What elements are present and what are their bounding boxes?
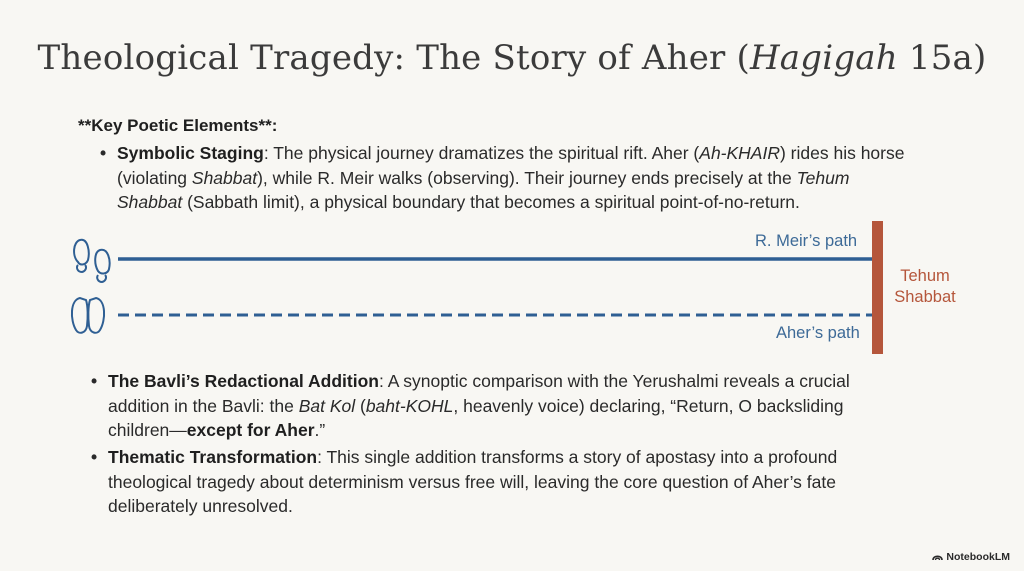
title-main: Theological Tragedy: The Story of Aher ( [37,38,750,78]
bullet-thematic-transformation [91,445,908,519]
page-title [0,38,1024,78]
bullet-text: (Sabbath limit), a physical boundary that becomes a spiritual point-of-no-return. [182,192,800,212]
horseshoe-icon [72,298,104,333]
bullet-text: ) rides his horse (violating [117,143,905,188]
bullet-italic: baht-KOHL [365,395,454,416]
notebooklm-logo-icon [932,553,943,561]
bullet-text: : This single addition transforms a story of apostasy into a profound theological tragedy about determinism versus free will, leaving the core question of Aher’s fate deliberately unresolved. [108,447,838,516]
bullet-bold: except for Aher [186,420,315,440]
footprints-icon [74,240,110,282]
bullet-text: : The physical journey dramatizes the spiritual rift. Aher ( [263,143,700,163]
bullet-lead: Thematic Transformation [108,447,318,467]
section-heading: **Key Poetic Elements**: [78,116,278,135]
bullet-text: : A synoptic comparison with the Yerushalmi reveals a crucial addition in the Bavli: the [108,371,850,416]
title-italic: Hagigah [749,38,898,78]
brand-label: NotebookLM [946,551,1010,563]
bullet-bavli-addition [91,369,898,443]
bullet-lead: Symbolic Staging [117,143,264,163]
bullet-text: ), while R. Meir walks (observing). Their journey ends precisely at the [257,167,797,188]
bullet-text: , heavenly voice) declaring, “Return, O backsliding children— [108,395,844,440]
bullet-italic: Tehum Shabbat [117,167,850,212]
bullet-text: .” [314,420,326,440]
bullet-italic: Shabbat [191,167,258,188]
tehum-boundary-bar [872,221,883,354]
bullet-italic: Bat Kol [298,395,356,416]
title-tail: 15a) [897,38,987,78]
bullet-italic: Ah-KHAIR [699,143,780,163]
path-diagram [0,218,1024,358]
bullet-dot: • [91,371,98,391]
tehum-shabbat-label [885,266,965,308]
meir-path-label: R. Meir’s path [755,232,858,250]
bullet-symbolic-staging [100,141,917,215]
bullet-dot: • [91,447,98,467]
tehum-label-line1: Tehum [900,267,950,285]
aher-path-label: Aher’s path [776,324,860,342]
tehum-label-line2: Shabbat [894,288,956,306]
bullet-dot: • [100,143,107,163]
notebooklm-brand [932,551,1010,563]
bullet-text: ( [355,395,366,416]
bullet-lead: The Bavli’s Redactional Addition [108,371,379,391]
